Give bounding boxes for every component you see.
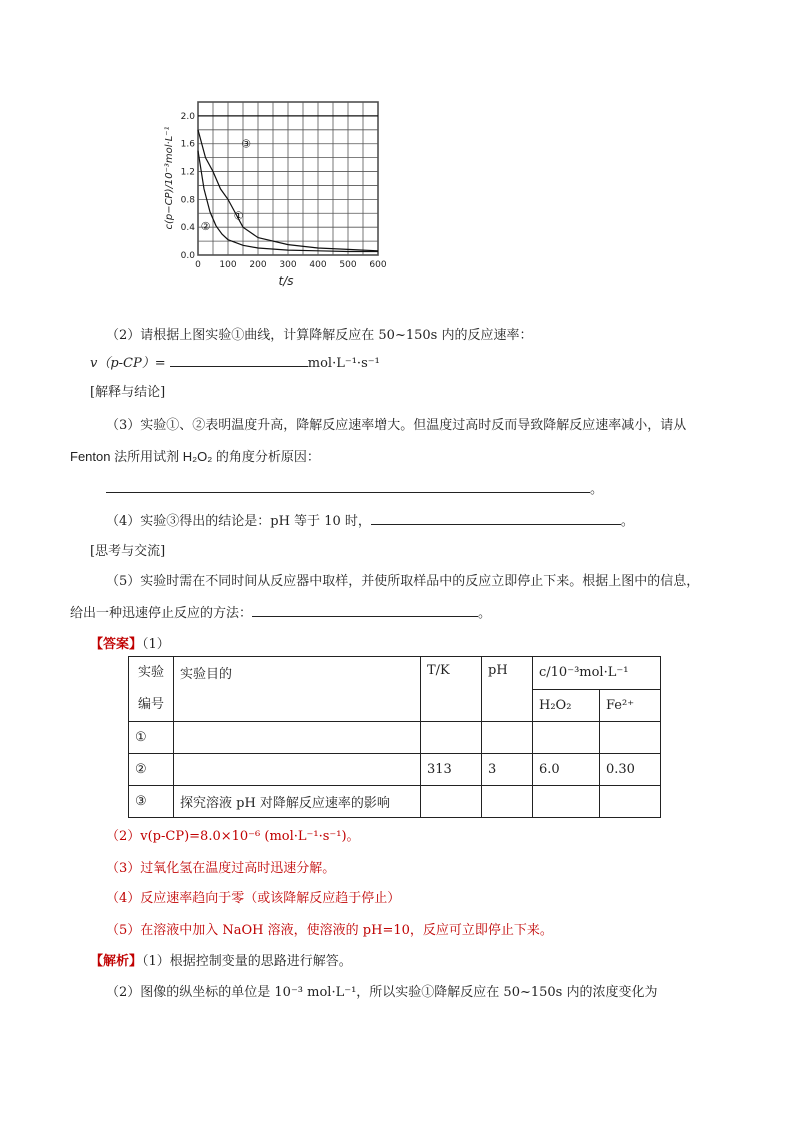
q2-text: （2）请根据上图实验①曲线，计算降解反应在 50~150s 内的反应速率： [106,328,533,343]
q2-unit: mol·L⁻¹·s⁻¹ [307,356,380,371]
answer-num: （1） [142,637,170,652]
answer-2: （2）v(p-CP)=8.0×10⁻⁶ (mol·L⁻¹·s⁻¹)。 [106,829,360,844]
answer-4: （4）反应速率趋向于零（或该降解反应趋于停止） [106,891,401,906]
series-label-2: ② [200,219,211,233]
row-id: ③ [129,786,174,818]
row-fe: 0.30 [600,754,661,786]
x-tick-label: 500 [339,260,357,270]
x-tick-label: 300 [279,260,297,270]
y-tick-label: 0.8 [180,195,195,206]
q5-answer-blank[interactable] [252,602,478,617]
q3-end: 。 [590,482,604,497]
answer-3: （3）过氧化氢在温度过高时迅速分解。 [106,861,336,876]
row-fe [600,786,661,818]
chart-ylabel: c(p−CP)/10⁻³mol·L⁻¹ [164,126,175,230]
q3-answer-blank[interactable] [106,478,590,493]
answer-5: （5）在溶液中加入 NaOH 溶液，使溶液的 pH=10，反应可立即停止下来。 [106,923,553,938]
q4-text: （4）实验③得出的结论是：pH 等于 10 时， [106,514,371,529]
row-T [421,722,482,754]
q3-line1: （3）实验①、②表明温度升高，降解反应速率增大。但温度过高时反而导致降解反应速率减小，请从 [106,418,687,433]
q3-line2: Fenton 法所用试剂 H₂O₂ 的角度分析原因： [70,449,320,464]
table-header-c: c/10⁻³mol·L⁻¹ [533,657,661,690]
y-tick-label: 0.0 [180,251,195,261]
row-h2o2: 6.0 [533,754,600,786]
q2-answer-blank[interactable] [170,352,308,367]
table-row [129,722,661,754]
row-h2o2 [533,722,600,754]
row-pH: 3 [482,754,533,786]
q5-end: 。 [478,606,492,621]
analysis-text1: （1）根据控制变量的思路进行解答。 [142,954,352,969]
section-explain: [解释与结论] [90,385,166,400]
q5-line1: （5）实验时需在不同时间从反应器中取样，并使所取样品中的反应立即停止下来。根据上图中的信息， [106,574,700,589]
table-header-pH: pH [482,657,533,722]
row-T [421,786,482,818]
row-pH [482,722,533,754]
q4-end: 。 [620,514,634,529]
series-label-1: ① [233,209,244,223]
analysis-line2: （2）图像的纵坐标的单位是 10⁻³ mol·L⁻¹，所以实验①降解反应在 50~150s 内的浓度变化为 [106,985,658,1000]
concentration-time-chart [160,96,400,292]
y-tick-label: 0.4 [180,223,195,234]
q5-line2-text: 给出一种迅速停止反应的方法： [70,606,253,621]
y-tick-label: 2.0 [180,111,195,122]
table-header-h2o2: H₂O₂ [533,689,600,722]
answer-label: 【答案】 [90,637,143,652]
answer-heading [90,633,170,652]
y-tick-label: 1.2 [180,167,195,178]
q2-rate-line [90,352,380,371]
x-tick-label: 100 [219,260,237,270]
x-tick-label: 600 [369,260,387,270]
q5-line2 [70,602,491,621]
row-id: ① [129,722,174,754]
row-pH [482,786,533,818]
row-id: ② [129,754,174,786]
q4-answer-blank[interactable] [371,510,621,525]
analysis-line1 [90,950,352,969]
table-header-T: T/K [421,657,482,722]
row-fe [600,722,661,754]
table-header-id: 实验 编号 [129,657,174,722]
row-purpose [174,754,421,786]
table-header-purpose: 实验目的 [174,657,421,722]
q2-lhs: v（p-CP）= [90,356,170,371]
table-row [129,786,661,818]
row-h2o2 [533,786,600,818]
row-purpose: 探究溶液 pH 对降解反应速率的影响 [174,786,421,818]
table-header-fe: Fe²⁺ [600,689,661,722]
x-tick-label: 200 [249,260,267,270]
answer-table [128,656,661,818]
row-T: 313 [421,754,482,786]
x-tick-label: 400 [309,260,327,270]
table-row [129,754,661,786]
x-tick-label: 0 [195,260,201,270]
row-purpose [174,722,421,754]
y-tick-label: 1.6 [180,139,195,150]
q3-answer-line [106,478,603,497]
analysis-label: 【解析】 [90,954,143,969]
chart-xlabel: t/s [278,274,294,288]
series-label-3: ③ [241,137,251,151]
section-think: [思考与交流] [90,544,166,559]
q4-line [106,510,634,529]
